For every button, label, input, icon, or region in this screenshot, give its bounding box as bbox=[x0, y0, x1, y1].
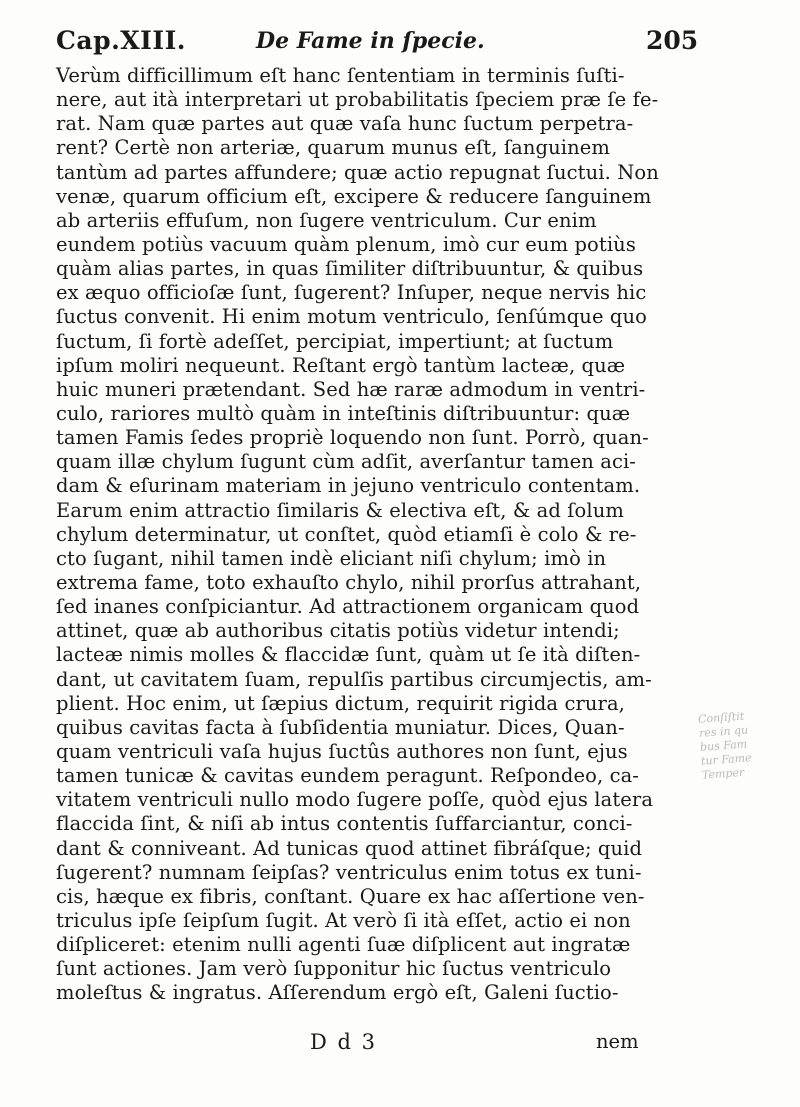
text-line: tantùm ad partes affundere; quæ actio repugnat ſuctui. Non bbox=[56, 160, 659, 184]
text-line: extrema fame, toto exhauſto chylo, nihil prorſus attrahant, bbox=[56, 570, 642, 594]
text-line: tamen Famis ſedes propriè loquendo non ſunt. Porrò, quan- bbox=[56, 426, 649, 450]
text-line: quibus cavitas facta à ſubſidentia muniatur. Dices, Quan- bbox=[56, 715, 625, 739]
text-line: venæ, quarum officium eſt, excipere & reducere ſanguinem bbox=[56, 184, 652, 208]
text-line: chylum determinatur, ut conſtet, quòd etiamſi è colo & re- bbox=[56, 522, 637, 546]
text-line: ab arteriis effuſum, non ſugere ventriculum. Cur enim bbox=[56, 208, 597, 232]
text-line: ipſum moliri nequeunt. Reſtant ergò tantùm lacteæ, quæ bbox=[56, 353, 626, 377]
text-line: ſunt actiones. Jam verò ſupponitur hic ſuctus ventriculo bbox=[56, 957, 612, 981]
text-line: quàm alias partes, in quas ſimiliter diſtribuuntur, & quibus bbox=[56, 257, 644, 281]
text-line: nere, aut ità interpretari ut probabilitatis ſpeciem præ ſe fe- bbox=[56, 88, 659, 112]
text-line: ex æquo officioſæ ſunt, ſugerent? Inſuper, neque nervis hic bbox=[56, 281, 647, 305]
text-line: Verùm difficillimum eſt hanc ſententiam in terminis ſuſti- bbox=[56, 64, 625, 87]
text-line: lacteæ nimis molles & flaccidæ ſunt, quàm ut ſe ità diſten- bbox=[56, 643, 641, 667]
text-line: cto ſugant, nihil tamen indè eliciant niſi chylum; imò in bbox=[56, 546, 607, 570]
text-line: cis, hæque ex fibris, conſtant. Quare ex hac aſſertione ven- bbox=[56, 884, 645, 908]
text-line: huic muneri prætendant. Sed hæ raræ admodum in ventri- bbox=[56, 377, 646, 401]
running-title: De Fame in ſpecie. bbox=[256, 28, 485, 54]
text-line: culo, rariores multò quàm in inteſtinis diſtribuuntur: quæ bbox=[56, 401, 631, 425]
body-text bbox=[56, 64, 659, 1005]
text-line: ſuctus convenit. Hi enim motum ventriculo, ſenſúmque quo bbox=[56, 305, 647, 329]
text-line: dant & conniveant. Ad tunicas quod attinet fibráſque; quid bbox=[56, 836, 643, 860]
text-line: dam & eſurinam materiam in jejuno ventriculo contentam. bbox=[56, 474, 641, 498]
text-line: attinet, quæ ab authoribus citatis potiùs videtur intendi; bbox=[56, 619, 620, 643]
text-line: diſpliceret: etenim nulli agenti ſuæ diſplicent aut ingratæ bbox=[56, 933, 631, 957]
chapter-heading: Cap.XIII. bbox=[56, 26, 186, 55]
text-line: ſed inanes conſpiciantur. Ad attractionem organicam quod bbox=[56, 595, 640, 619]
text-line: triculus ipſe ſeipſum ſugit. At verò ſi ità eſſet, actio ei non bbox=[56, 908, 631, 932]
text-line: vitatem ventriculi nullo modo ſugere poſſe, quòd ejus latera bbox=[56, 788, 654, 812]
text-line: plient. Hoc enim, ut ſæpius dictum, requirit rigida crura, bbox=[56, 691, 625, 715]
page-header bbox=[56, 26, 699, 60]
text-line: ſugerent? numnam ſeipſas? ventriculus enim totus ex tuni- bbox=[56, 860, 642, 884]
text-line: rat. Nam quæ partes aut quæ vaſa hunc ſuctum perpetra- bbox=[56, 112, 634, 136]
text-line: Earum enim attractio ſimilaris & electiva eſt, & ad ſolum bbox=[56, 498, 624, 522]
text-line: quam illæ chylum ſugunt cùm adſit, averſantur tamen aci- bbox=[56, 450, 636, 474]
text-line: eundem potiùs vacuum quàm plenum, imò cur eum potiùs bbox=[56, 232, 636, 256]
page-number: 205 bbox=[646, 26, 699, 55]
text-line: rent? Certè non arteriæ, quarum munus eſt, ſanguinem bbox=[56, 136, 610, 160]
text-line: dant, ut cavitatem ſuam, repulſis partibus circumjectis, am- bbox=[56, 667, 652, 691]
signature-mark: D d 3 bbox=[310, 1030, 377, 1054]
text-line: flaccida ſint, & niſi ab intus contentis ſuffarciantur, conci- bbox=[56, 812, 633, 836]
text-line: tamen tunicæ & cavitas eundem peragunt. Reſpondeo, ca- bbox=[56, 764, 640, 788]
text-line: ſuctum, ſi fortè adeſſet, percipiat, impertiunt; at ſuctum bbox=[56, 329, 614, 353]
text-line: quam ventriculi vaſa hujus ſuctûs authores non ſunt, ejus bbox=[56, 739, 628, 763]
catchword: nem bbox=[596, 1030, 639, 1053]
text-line: moleſtus & ingratus. Aſſerendum ergò eſt, Galeni ſuctio- bbox=[56, 981, 619, 1005]
show-through-text: Conſiſtit res in qu bus Fam tur Fame Temper bbox=[697, 709, 753, 782]
